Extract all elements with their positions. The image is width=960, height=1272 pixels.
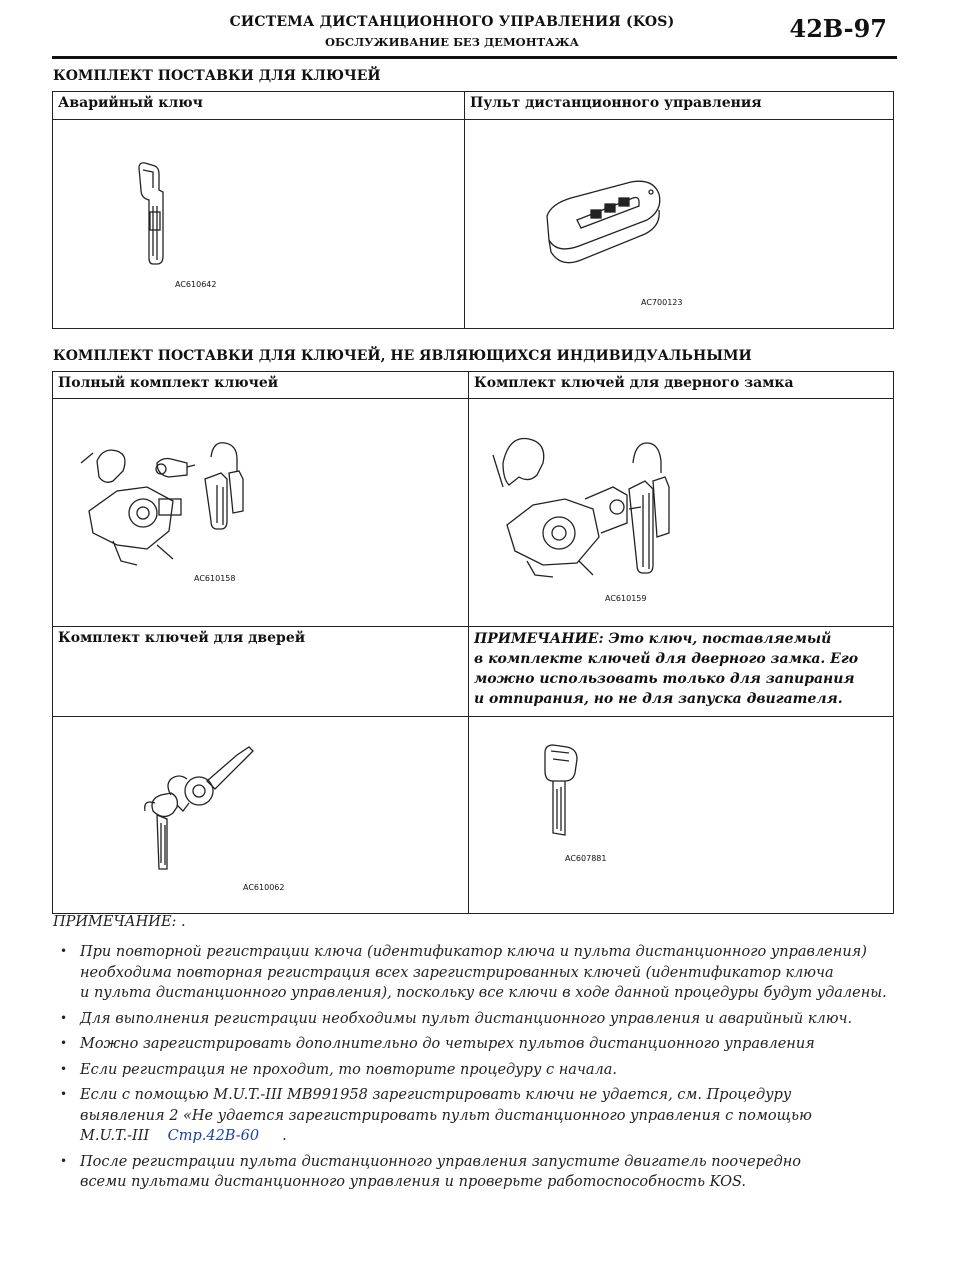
list-item [53,1152,913,1193]
note-line: Можно зарегистрировать дополнительно до четырех пультов дистанционного управления [80,1036,815,1052]
document-title: СИСТЕМА ДИСТАНЦИОННОГО УПРАВЛЕНИЯ (KOS) [229,14,675,30]
bullet: • [60,1036,68,1050]
figure-code: AC610159 [605,594,647,603]
bullet: • [60,1010,68,1025]
note-line: Если регистрация не проходит, то повторите процедуру с начала. [80,1061,618,1078]
section1-title: КОМПЛЕКТ ПОСТАВКИ ДЛЯ КЛЮЧЕЙ [53,68,381,84]
door-lock-key-set-figure [469,399,893,626]
note-line: в комплекте ключей для дверного замка. Его [474,651,859,667]
remote-control-header: Пульт дистанционного управления [465,92,894,120]
emergency-key-figure [53,120,464,328]
bullet: • [60,944,68,958]
key-icon [539,741,589,841]
note-line: и отпирания, но не для запуска двигателя. [474,691,843,707]
list-item [53,1060,913,1081]
note-line: При повторной регистрации ключа (идентификатор ключа и пульта дистанционного управления) [80,944,867,960]
document-subtitle: ОБСЛУЖИВАНИЕ БЕЗ ДЕМОНТАЖА [325,35,579,49]
door-lock-key-set-header: Комплект ключей для дверного замка [469,372,894,399]
section2-title: КОМПЛЕКТ ПОСТАВКИ ДЛЯ КЛЮЧЕЙ, НЕ ЯВЛЯЮЩИХСЯ ИНДИВИДУАЛЬНЫМИ [53,348,752,364]
list-item [53,1085,913,1147]
note-text: . [282,1128,287,1144]
figure-code: AC610642 [175,280,217,289]
section2-table [52,371,894,914]
door-key-set-figure [53,717,468,913]
key-figure [469,717,893,913]
page-header [52,0,897,59]
note-line: и пульта дистанционного управления), поскольку все ключи в ходе данной процедуры будут удалены. [80,985,887,1001]
remote-control-icon [541,176,671,276]
list-item [53,942,913,1004]
page-number: 42B-97 [789,14,887,43]
list-item [53,1009,913,1030]
door-key-set-icon [137,741,257,871]
bullet: • [60,1087,68,1101]
list-item [53,1034,913,1055]
note-line [80,1126,913,1147]
figure-code: AC607881 [565,854,607,863]
section1-table [52,91,894,329]
page-link[interactable]: Стр.42B-60 [167,1128,260,1144]
note-line: После регистрации пульта дистанционного управления запустите двигатель поочередно [80,1153,802,1170]
note-line: ПРИМЕЧАНИЕ: Это ключ, поставляемый [474,631,832,647]
remote-control-figure [465,120,893,328]
figure-code: AC700123 [641,298,683,307]
emergency-key-header: Аварийный ключ [53,92,465,120]
figure-code: AC610158 [194,574,236,583]
note-line: необходима повторная регистрация всех зарегистрированных ключей (идентификатор ключа [80,964,834,981]
bullet: • [60,1153,68,1168]
note-line: можно использовать только для запирания [474,671,855,687]
note-line: всеми пультами дистанционного управления и проверьте работоспособность KOS. [80,1174,746,1190]
notes-lead: ПРИМЕЧАНИЕ: . [53,914,186,930]
note-line: Для выполнения регистрации необходимы пульт дистанционного управления и аварийный ключ. [80,1010,853,1027]
note-line: Если с помощью M.U.T.-III MB991958 зарегистрировать ключи не удается, см. Процедуру [80,1087,792,1103]
notes-block [53,914,913,1198]
door-key-note [469,627,894,717]
full-key-set-icon [77,441,277,581]
full-key-set-figure [53,399,468,626]
bullet: • [60,1061,68,1076]
full-key-set-header: Полный комплект ключей [53,372,469,399]
note-line: выявления 2 «Не удается зарегистрировать пульт дистанционного управления с помощью [80,1107,812,1124]
emergency-key-icon [133,160,193,270]
note-text: M.U.T.-III [80,1128,150,1144]
notes-list [53,942,913,1193]
door-lock-key-set-icon [489,433,699,583]
figure-code: AC610062 [243,883,285,892]
door-key-set-header: Комплект ключей для дверей [53,627,469,717]
